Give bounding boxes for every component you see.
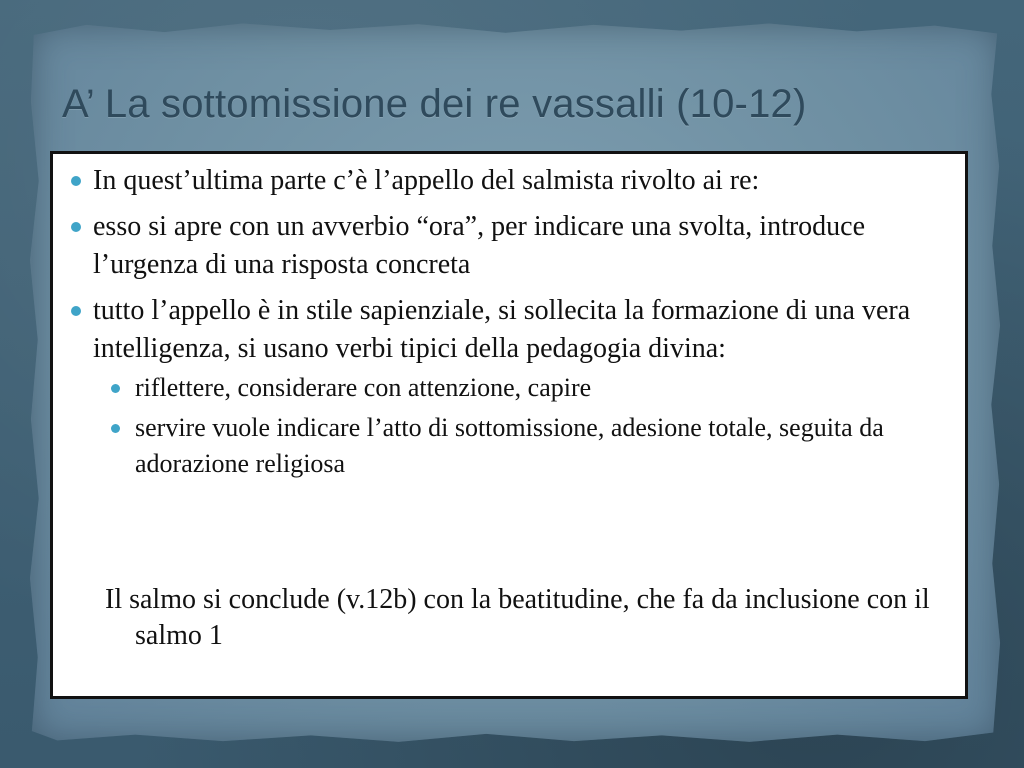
- bullet-dot-icon: [71, 222, 81, 232]
- slide-title: A’ La sottomissione dei re vassalli (10-12): [62, 82, 807, 126]
- bullet-list: [69, 162, 959, 490]
- sub-bullet-list: [93, 370, 959, 482]
- bullet-item: [69, 162, 959, 200]
- bullet-dot-icon: [71, 176, 81, 186]
- bullet-item: [69, 208, 959, 284]
- content-box: [50, 151, 968, 699]
- sub-bullet-dot-icon: [111, 384, 120, 393]
- bullet-text: In quest’ultima parte c’è l’appello del salmista rivolto ai re:: [93, 165, 760, 196]
- closing-paragraph: Il salmo si conclude (v.12b) con la beatitudine, che fa da inclusione con il salmo 1: [105, 584, 930, 651]
- sub-bullet-dot-icon: [111, 424, 120, 433]
- sub-bullet-item: [93, 370, 959, 406]
- bullet-dot-icon: [71, 306, 81, 316]
- bullet-text: esso si apre con un avverbio “ora”, per indicare una svolta, introduce l’urgenza di una risposta concreta: [93, 211, 866, 280]
- bullet-text: tutto l’appello è in stile sapienziale, si sollecita la formazione di una vera intelligenza, si usano verbi tipici della pedagogia divina:: [93, 295, 911, 364]
- bullet-item: [69, 292, 959, 482]
- sub-bullet-text: servire vuole indicare l’atto di sottomissione, adesione totale, seguita da adorazione religiosa: [135, 413, 884, 478]
- sub-bullet-item: [93, 410, 959, 482]
- sub-bullet-text: riflettere, considerare con attenzione, capire: [135, 373, 592, 402]
